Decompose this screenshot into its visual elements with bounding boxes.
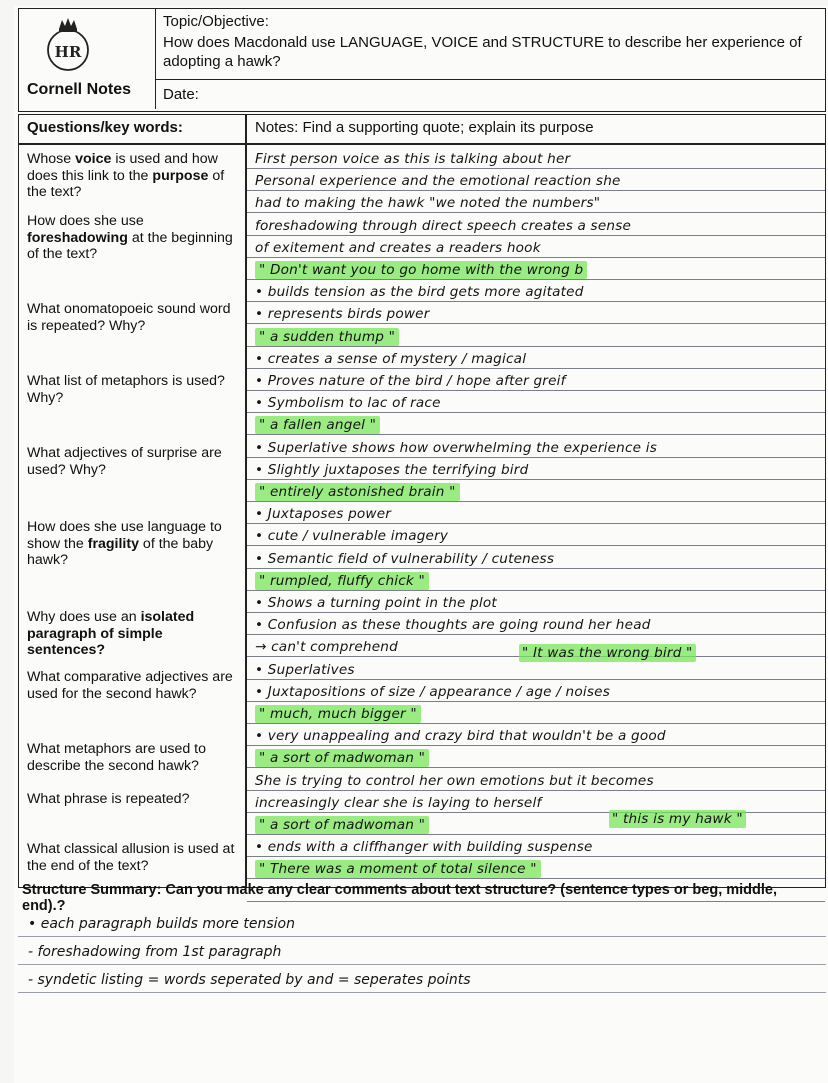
header	[18, 8, 826, 112]
note-line: • Superlative shows how overwhelming the experience is	[255, 439, 657, 456]
ruled-line	[247, 590, 825, 591]
note-line: • represents birds power	[255, 306, 430, 323]
note-line: • Confusion as these thoughts are going round her head	[255, 617, 651, 634]
question-item: What list of metaphors is used? Why?	[27, 373, 225, 406]
ruled-line	[247, 545, 825, 546]
questions-heading: Questions/key words:	[27, 119, 183, 136]
note-line: increasingly clear she is laying to herself	[255, 794, 542, 811]
question-item: What metaphors are used to describe the second hawk?	[27, 741, 207, 774]
ruled-line	[247, 767, 825, 768]
question-item: Why does use an isolated paragraph of simple sentences?	[27, 609, 195, 658]
crown-crest-icon	[45, 15, 91, 73]
topic-label: Topic/Objective:	[163, 13, 269, 30]
ruled-line	[247, 501, 825, 502]
question-item: Whose voice is used and how does this link to the purpose of the text?	[27, 151, 225, 200]
note-line: Personal experience and the emotional reaction she	[255, 173, 621, 190]
note-line: • Symbolism to lac of race	[255, 395, 441, 412]
highlighted-quote: " much, much bigger "	[255, 706, 825, 722]
date-row	[155, 79, 825, 110]
note-line: • cute / vulnerable imagery	[255, 528, 449, 545]
question-item: What onomatopoeic sound word is repeated? Why?	[27, 301, 231, 334]
ruled-line	[247, 279, 825, 280]
ruled-line	[247, 212, 825, 213]
highlighted-quote: " a fallen angel "	[255, 417, 825, 433]
ruled-line	[247, 701, 825, 702]
ruled-line	[247, 235, 825, 236]
ruled-line	[247, 568, 825, 569]
highlighted-quote: " Don't want you to go home with the wrong b	[255, 262, 825, 278]
notes-grid	[18, 114, 826, 888]
ruled-line	[247, 878, 825, 879]
question-item: What phrase is repeated?	[27, 791, 190, 807]
ruled-line	[247, 168, 825, 169]
note-line: had to making the hawk "we noted the numbers"	[255, 195, 601, 212]
question-item: What classical allusion is used at the end of the text?	[27, 841, 235, 874]
question-item: What comparative adjectives are used for the second hawk?	[27, 669, 233, 702]
highlighted-quote: " rumpled, fluffy chick "	[255, 573, 825, 589]
heading-divider	[19, 143, 825, 145]
ruled-line	[247, 745, 825, 746]
note-line: • very unappealing and crazy bird that wouldn't be a good	[255, 728, 666, 745]
topic-question: How does Macdonald use LANGUAGE, VOICE and STRUCTURE to describe her experience of adopting a hawk?	[163, 34, 802, 70]
summary-rule	[18, 992, 826, 993]
note-line: foreshadowing through direct speech creates a sense	[255, 217, 632, 234]
note-line: • Superlatives	[255, 661, 355, 678]
note-line: • Shows a turning point in the plot	[255, 595, 497, 611]
note-extra-wrong-bird: " It was the wrong bird "	[519, 645, 828, 661]
question-item: What adjectives of surprise are used? Why?	[27, 445, 222, 478]
note-line: → can't comprehend	[255, 639, 398, 656]
ruled-line	[247, 457, 825, 458]
highlighted-quote: " a sudden thump "	[255, 329, 825, 345]
highlighted-quote: " entirely astonished brain "	[255, 484, 825, 500]
summary-line: - foreshadowing from 1st paragraph	[28, 944, 282, 960]
ruled-line	[247, 856, 825, 857]
note-line: • Semantic field of vulnerability / cuteness	[255, 550, 555, 567]
ruled-line	[247, 834, 825, 835]
highlighted-quote: " There was a moment of total silence "	[255, 861, 825, 877]
note-line: • Juxtaposes power	[255, 506, 392, 523]
ruled-line	[247, 634, 825, 635]
highlighted-quote: " a sort of madwoman "	[255, 817, 825, 833]
question-item: How does she use language to show the fragility of the baby hawk?	[27, 519, 222, 568]
ruled-line	[247, 412, 825, 413]
ruled-line	[247, 346, 825, 347]
note-line: First person voice as this is talking about her	[255, 151, 571, 167]
ruled-line	[247, 390, 825, 391]
ruled-line	[247, 523, 825, 524]
note-line: of exitement and creates a readers hook	[255, 239, 541, 256]
ruled-line	[247, 323, 825, 324]
note-line: She is trying to control her own emotions but it becomes	[255, 772, 654, 789]
ruled-line	[247, 301, 825, 302]
ruled-line	[247, 679, 825, 680]
ruled-line	[247, 190, 825, 191]
note-extra-my-hawk: " this is my hawk "	[609, 811, 828, 827]
structure-heading: Structure Summary: Can you make any clear comments about text structure? (sentence types or beg, middle, end).?	[22, 882, 778, 914]
ruled-line	[247, 368, 825, 369]
ruled-line	[247, 612, 825, 613]
summary-rule	[18, 936, 826, 937]
logo-cell	[19, 9, 156, 109]
question-item: How does she use foreshadowing at the beginning of the text?	[27, 213, 233, 262]
ruled-line	[247, 479, 825, 480]
ruled-line	[247, 723, 825, 724]
date-label: Date:	[163, 86, 199, 103]
note-line: • ends with a cliffhanger with building suspense	[255, 839, 593, 856]
summary-rule	[18, 964, 826, 965]
logo-text: HR	[54, 43, 82, 61]
summary-line: • each paragraph builds more tension	[28, 916, 295, 932]
summary-line: - syndetic listing = words seperated by and = seperates points	[28, 972, 471, 988]
cornell-notes-sheet	[14, 6, 828, 1083]
note-line: • creates a sense of mystery / magical	[255, 350, 527, 367]
notes-heading: Notes: Find a supporting quote; explain its purpose	[255, 119, 594, 136]
brand-label: Cornell Notes	[27, 81, 132, 98]
note-line: • Slightly juxtaposes the terrifying bird	[255, 461, 529, 478]
note-line: • Proves nature of the bird / hope after greif	[255, 373, 566, 389]
ruled-line	[247, 790, 825, 791]
highlighted-quote: " a sort of madwoman "	[255, 750, 825, 766]
ruled-line	[247, 434, 825, 435]
note-line: • Juxtapositions of size / appearance / age / noises	[255, 683, 610, 700]
note-line: • builds tension as the bird gets more agitated	[255, 284, 584, 301]
ruled-line	[247, 257, 825, 258]
